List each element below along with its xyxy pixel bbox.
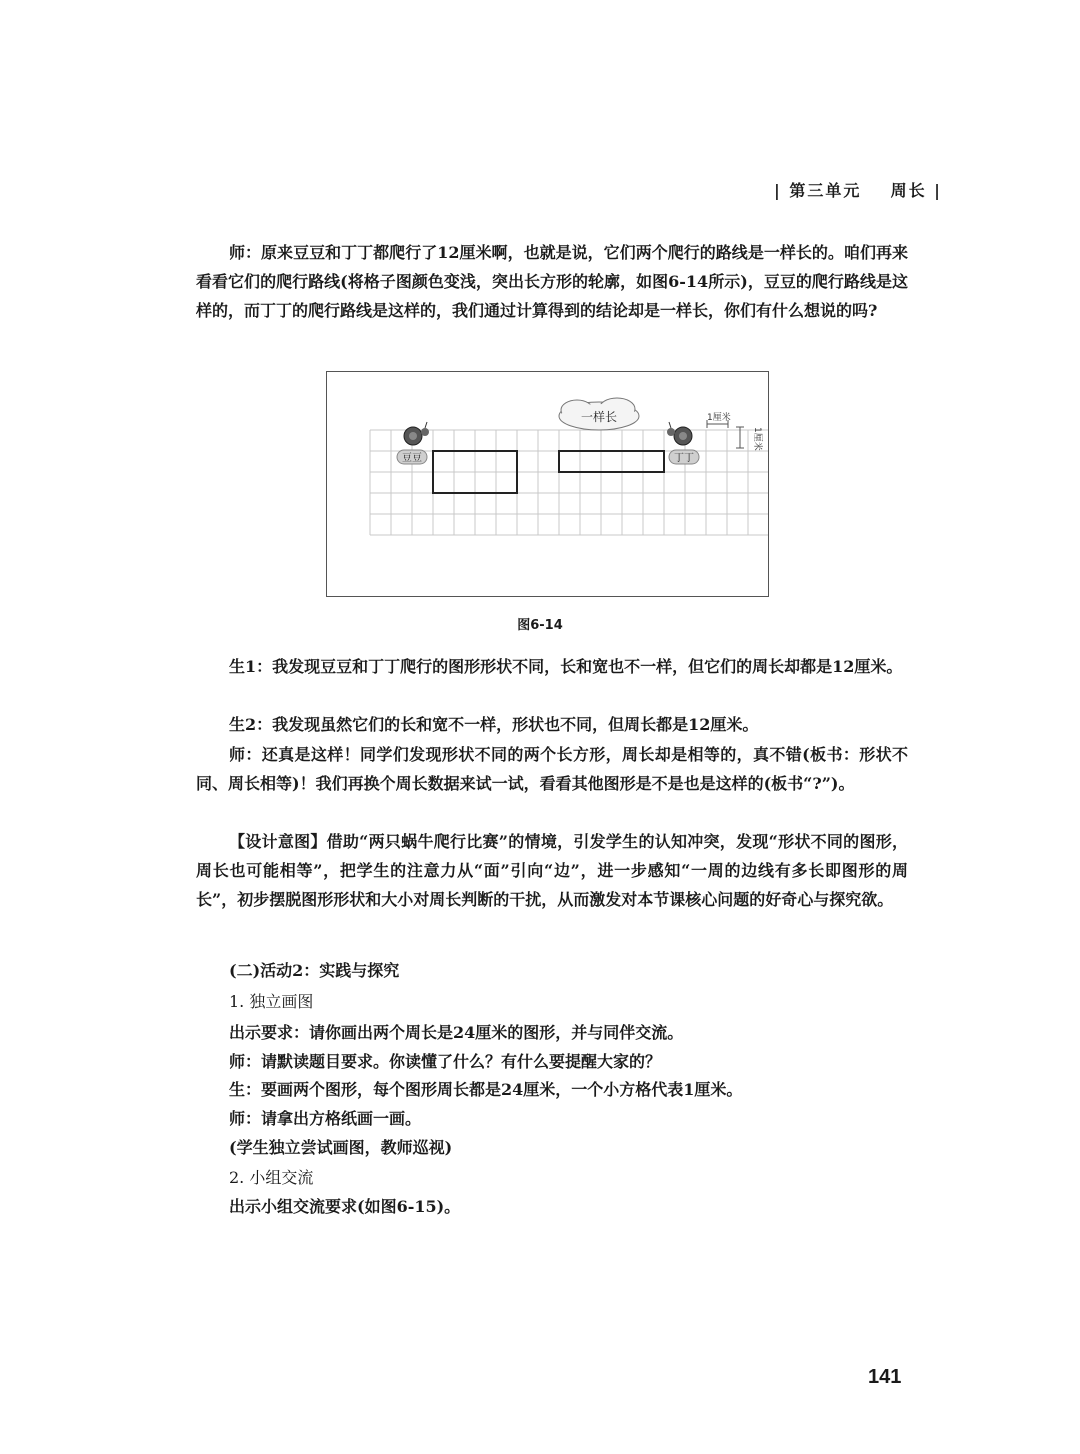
running-header: | 第三单元 周长 |	[774, 181, 942, 200]
paragraph-student2: 生2：我发现虽然它们的长和宽不一样，形状也不同，但周长都是12厘米。	[229, 715, 759, 734]
paragraph-student1: 生1：我发现豆豆和丁丁爬行的图形形状不同，长和宽也不一样，但它们的周长却都是12厘米。	[229, 657, 903, 676]
scale-indicator	[707, 420, 744, 448]
snail-left-label: 豆豆	[402, 453, 422, 464]
paragraph-teacher-response: 师：还真是这样！同学们发现形状不同的两个长方形，周长却是相等的，真不错(板书：形状不同、周长相等)！我们再换个周长数据来试一试，看看其他图形是不是也是这样的(板书“?”)。	[196, 745, 908, 793]
note-line: (学生独立尝试画图，教师巡视)	[229, 1138, 453, 1157]
cloud-bubble	[559, 398, 639, 430]
cloud-label: 一样长	[580, 410, 618, 424]
show-requirement-line: 出示小组交流要求(如图6-15)。	[229, 1197, 461, 1216]
student-line: 生：要画两个图形，每个图形周长都是24厘米，一个小方格代表1厘米。	[229, 1080, 743, 1099]
section-title: 周长	[890, 181, 927, 200]
scale-v-label: 1厘米	[752, 427, 762, 451]
activity-heading: (二)活动2：实践与探究	[229, 961, 400, 980]
paragraph-teacher-intro: 师：原来豆豆和丁丁都爬行了12厘米啊，也就是说，它们两个爬行的路线是一样长的。咱们再来看看它们的爬行路线(将格子图颜色变浅，突出长方形的轮廓，如图6-14所示)，豆豆的爬行路线是这样的，而丁丁的爬行路线是这样的，我们通过计算得到的结论却是一样长，你们有什么想说的吗?	[196, 243, 908, 320]
snail-dingding	[667, 422, 699, 464]
page-number: 141	[868, 1366, 902, 1388]
figure-6-14	[326, 371, 769, 597]
grid-paper	[370, 430, 768, 535]
paragraph-design-intent: 【设计意图】借助“两只蜗牛爬行比赛”的情境，引发学生的认知冲突，发现“形状不同的图形，周长也可能相等”，把学生的注意力从“面”引向“边”，进一步感知“一周的边线有多长即图形的周长”，初步摆脱图形形状和大小对周长判断的干扰，从而激发对本节课核心问题的好奇心与探究欲。	[196, 832, 908, 909]
step-2-heading: 2. 小组交流	[229, 1168, 314, 1187]
step-1-heading: 1. 独立画图	[229, 992, 314, 1011]
teacher-line-2: 师：请拿出方格纸画一画。	[229, 1109, 422, 1128]
dingding-rectangle	[559, 451, 664, 472]
requirement-line: 出示要求：请你画出两个周长是24厘米的图形，并与同伴交流。	[229, 1023, 684, 1042]
grid-figure	[327, 372, 768, 596]
snail-right-label: 丁丁	[674, 453, 694, 464]
chapter-title: 第三单元	[789, 181, 862, 200]
figure-caption: 图6-14	[517, 618, 563, 633]
scale-h-label: 1厘米	[707, 413, 731, 423]
snail-doudou	[397, 422, 429, 464]
teacher-line-1: 师：请默读题目要求。你读懂了什么？有什么要提醒大家的？	[229, 1052, 662, 1071]
